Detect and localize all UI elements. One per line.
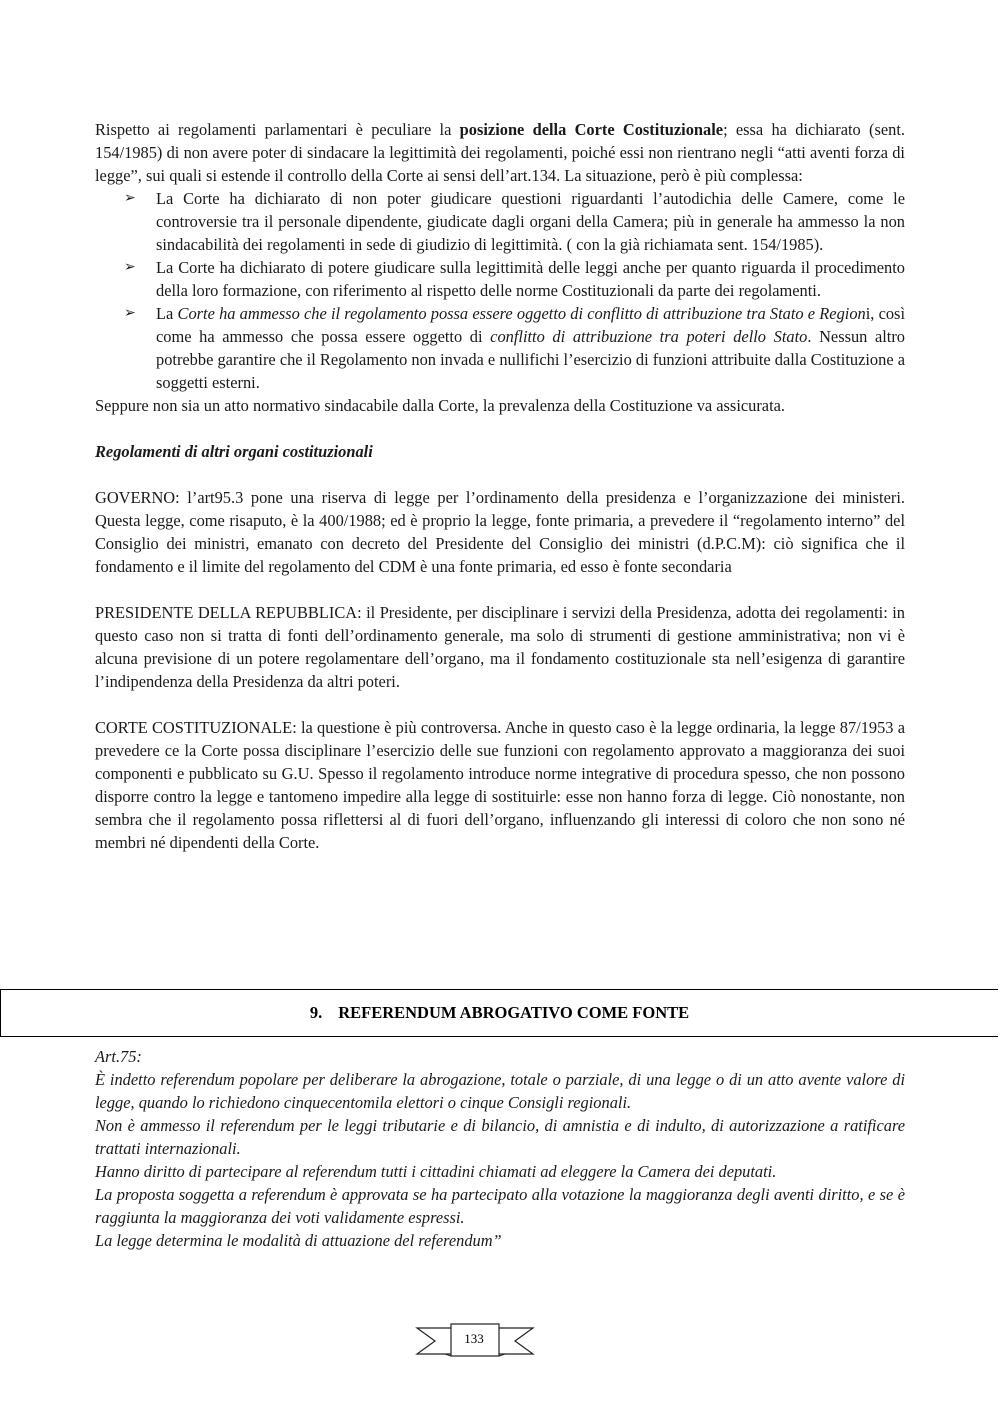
section-title: REFERENDUM ABROGATIVO COME FONTE bbox=[338, 1003, 690, 1022]
bullet-italic-text: conflitto di attribuzione tra poteri dello Stato bbox=[490, 327, 808, 346]
list-item bbox=[124, 187, 905, 256]
article-line: La proposta soggetta a referendum è approvata se ha partecipato alla votazione la maggioranza degli aventi diritto, e se è raggiunta la maggioranza dei voti validamente espressi. bbox=[95, 1185, 905, 1227]
list-item bbox=[124, 256, 905, 302]
article-heading: Art.75: bbox=[95, 1047, 142, 1066]
intro-text-2: ; essa ha dichiarato (sent. 154/1985) di non avere poter di sindacare la legittimità dei regolamenti, poiché essi non rientrano negli “atti aventi forza di legge”, sui quali si estende il controllo della Corte ai sensi dell’art.134. La situazione, però è più complessa: bbox=[95, 120, 905, 185]
article-line: La legge determina le modalità di attuazione del referendum” bbox=[95, 1231, 502, 1250]
intro-bold-text: posizione della Corte Costituzionale bbox=[459, 120, 724, 139]
page-number: 133 bbox=[464, 1331, 484, 1346]
bullet-text: La bbox=[156, 304, 178, 323]
bullet-text: La Corte ha dichiarato di non poter giudicare questioni riguardanti l’autodichia delle Camere, come le controversie tra il personale dipendente, giudicate dagli organi della Camera; più in generale ha ammesso la non sindacabilità dei regolamenti in sede di giudizio di legittimità. ( con la già richiamata sent. 154/1985). bbox=[156, 189, 905, 254]
intro-paragraph bbox=[95, 118, 905, 187]
article-line: Hanno diritto di partecipare al referendum tutti i cittadini chiamati ad eleggere la Camera dei deputati. bbox=[95, 1162, 777, 1181]
bullet-text: La Corte ha dichiarato di potere giudicare sulla legittimità delle leggi anche per quanto riguarda il procedimento della loro formazione, con riferimento al rispetto delle norme Costituzionali da parte dei regolamenti. bbox=[156, 258, 905, 300]
bullet-text: . Nessun altro potrebbe garantire che il Regolamento non invada e nullifichi l’esercizio di funzioni attribuite dalla Costituzione a soggetti esterni. bbox=[156, 327, 906, 392]
list-item bbox=[124, 302, 905, 394]
page-body bbox=[95, 118, 905, 854]
article-line: Non è ammesso il referendum per le leggi tributarie e di bilancio, di amnistia e di indulto, di autorizzazione a ratificare trattati internazionali. bbox=[95, 1116, 905, 1158]
bullet-italic-text: Corte ha ammesso che il regolamento possa essere oggetto di conflitto di attribuzione tra Stato e Region bbox=[177, 304, 866, 323]
arrowhead-bullet-icon: ➢ bbox=[124, 190, 136, 206]
article-block bbox=[95, 1045, 905, 1252]
governo-paragraph: GOVERNO: l’art95.3 pone una riserva di legge per l’ordinamento della presidenza e l’organizzazione dei ministeri. Questa legge, come risaputo, è la 400/1988; ed è proprio la legge, fonte primaria, a prevedere il “regolamento interno” del Consiglio dei ministri, emanato con decreto del Presidente del Consiglio dei ministri (d.P.C.M): ciò significa che il fondamento e il limite del regolamento del CDM è una fonte primaria, ed esso è fonte secondaria bbox=[95, 488, 905, 576]
section-heading-box bbox=[0, 989, 998, 1037]
presidente-paragraph: PRESIDENTE DELLA REPUBBLICA: il Presidente, per disciplinare i servizi della Presidenza, adotta dei regolamenti: in questo caso non si tratta di fonti dell’ordinamento generale, ma solo di strumenti di gestione amministrativa; non vi è alcuna previsione di un potere regolamentare dell’organo, ma il fondamento costituzionale sta nell’esigenza di garantire l’indipendenza della Presidenza da altri poteri. bbox=[95, 603, 905, 691]
section-number: 9. bbox=[309, 1003, 323, 1022]
arrowhead-bullet-icon: ➢ bbox=[124, 305, 136, 321]
article-line: È indetto referendum popolare per deliberare la abrogazione, totale o parziale, di una legge o di un atto avente valore di legge, quando lo richiedono cinquecentomila elettori o cinque Consigli regionali. bbox=[95, 1070, 905, 1112]
closing-paragraph: Seppure non sia un atto normativo sindacabile dalla Corte, la prevalenza della Costituzione va assicurata. bbox=[95, 396, 785, 415]
bullet-list bbox=[95, 187, 905, 394]
arrowhead-bullet-icon: ➢ bbox=[124, 259, 136, 275]
subheading: Regolamenti di altri organi costituzionali bbox=[95, 442, 373, 461]
bullet-text: i, così come ha ammesso che possa essere oggetto di bbox=[156, 304, 905, 346]
intro-text-1: Rispetto ai regolamenti parlamentari è peculiare la bbox=[95, 120, 460, 139]
corte-paragraph: CORTE COSTITUZIONALE: la questione è più controversa. Anche in questo caso è la legge ordinaria, la legge 87/1953 a prevedere ce la Corte possa disciplinare l’esercizio delle sue funzioni con regolamento approvato a maggioranza dei suoi componenti e pubblicato su G.U. Spesso il regolamento introduce norme integrative di procedura spesso, che non possono disporre contro la legge e tantomeno impedire alla legge di sostituirle: esse non hanno forza di legge. Ciò nonostante, non sembra che il regolamento possa riflettersi al di fuori dell’organo, influenzando gli interessi di coloro che non sono né membri né dipendenti della Corte. bbox=[95, 718, 905, 852]
